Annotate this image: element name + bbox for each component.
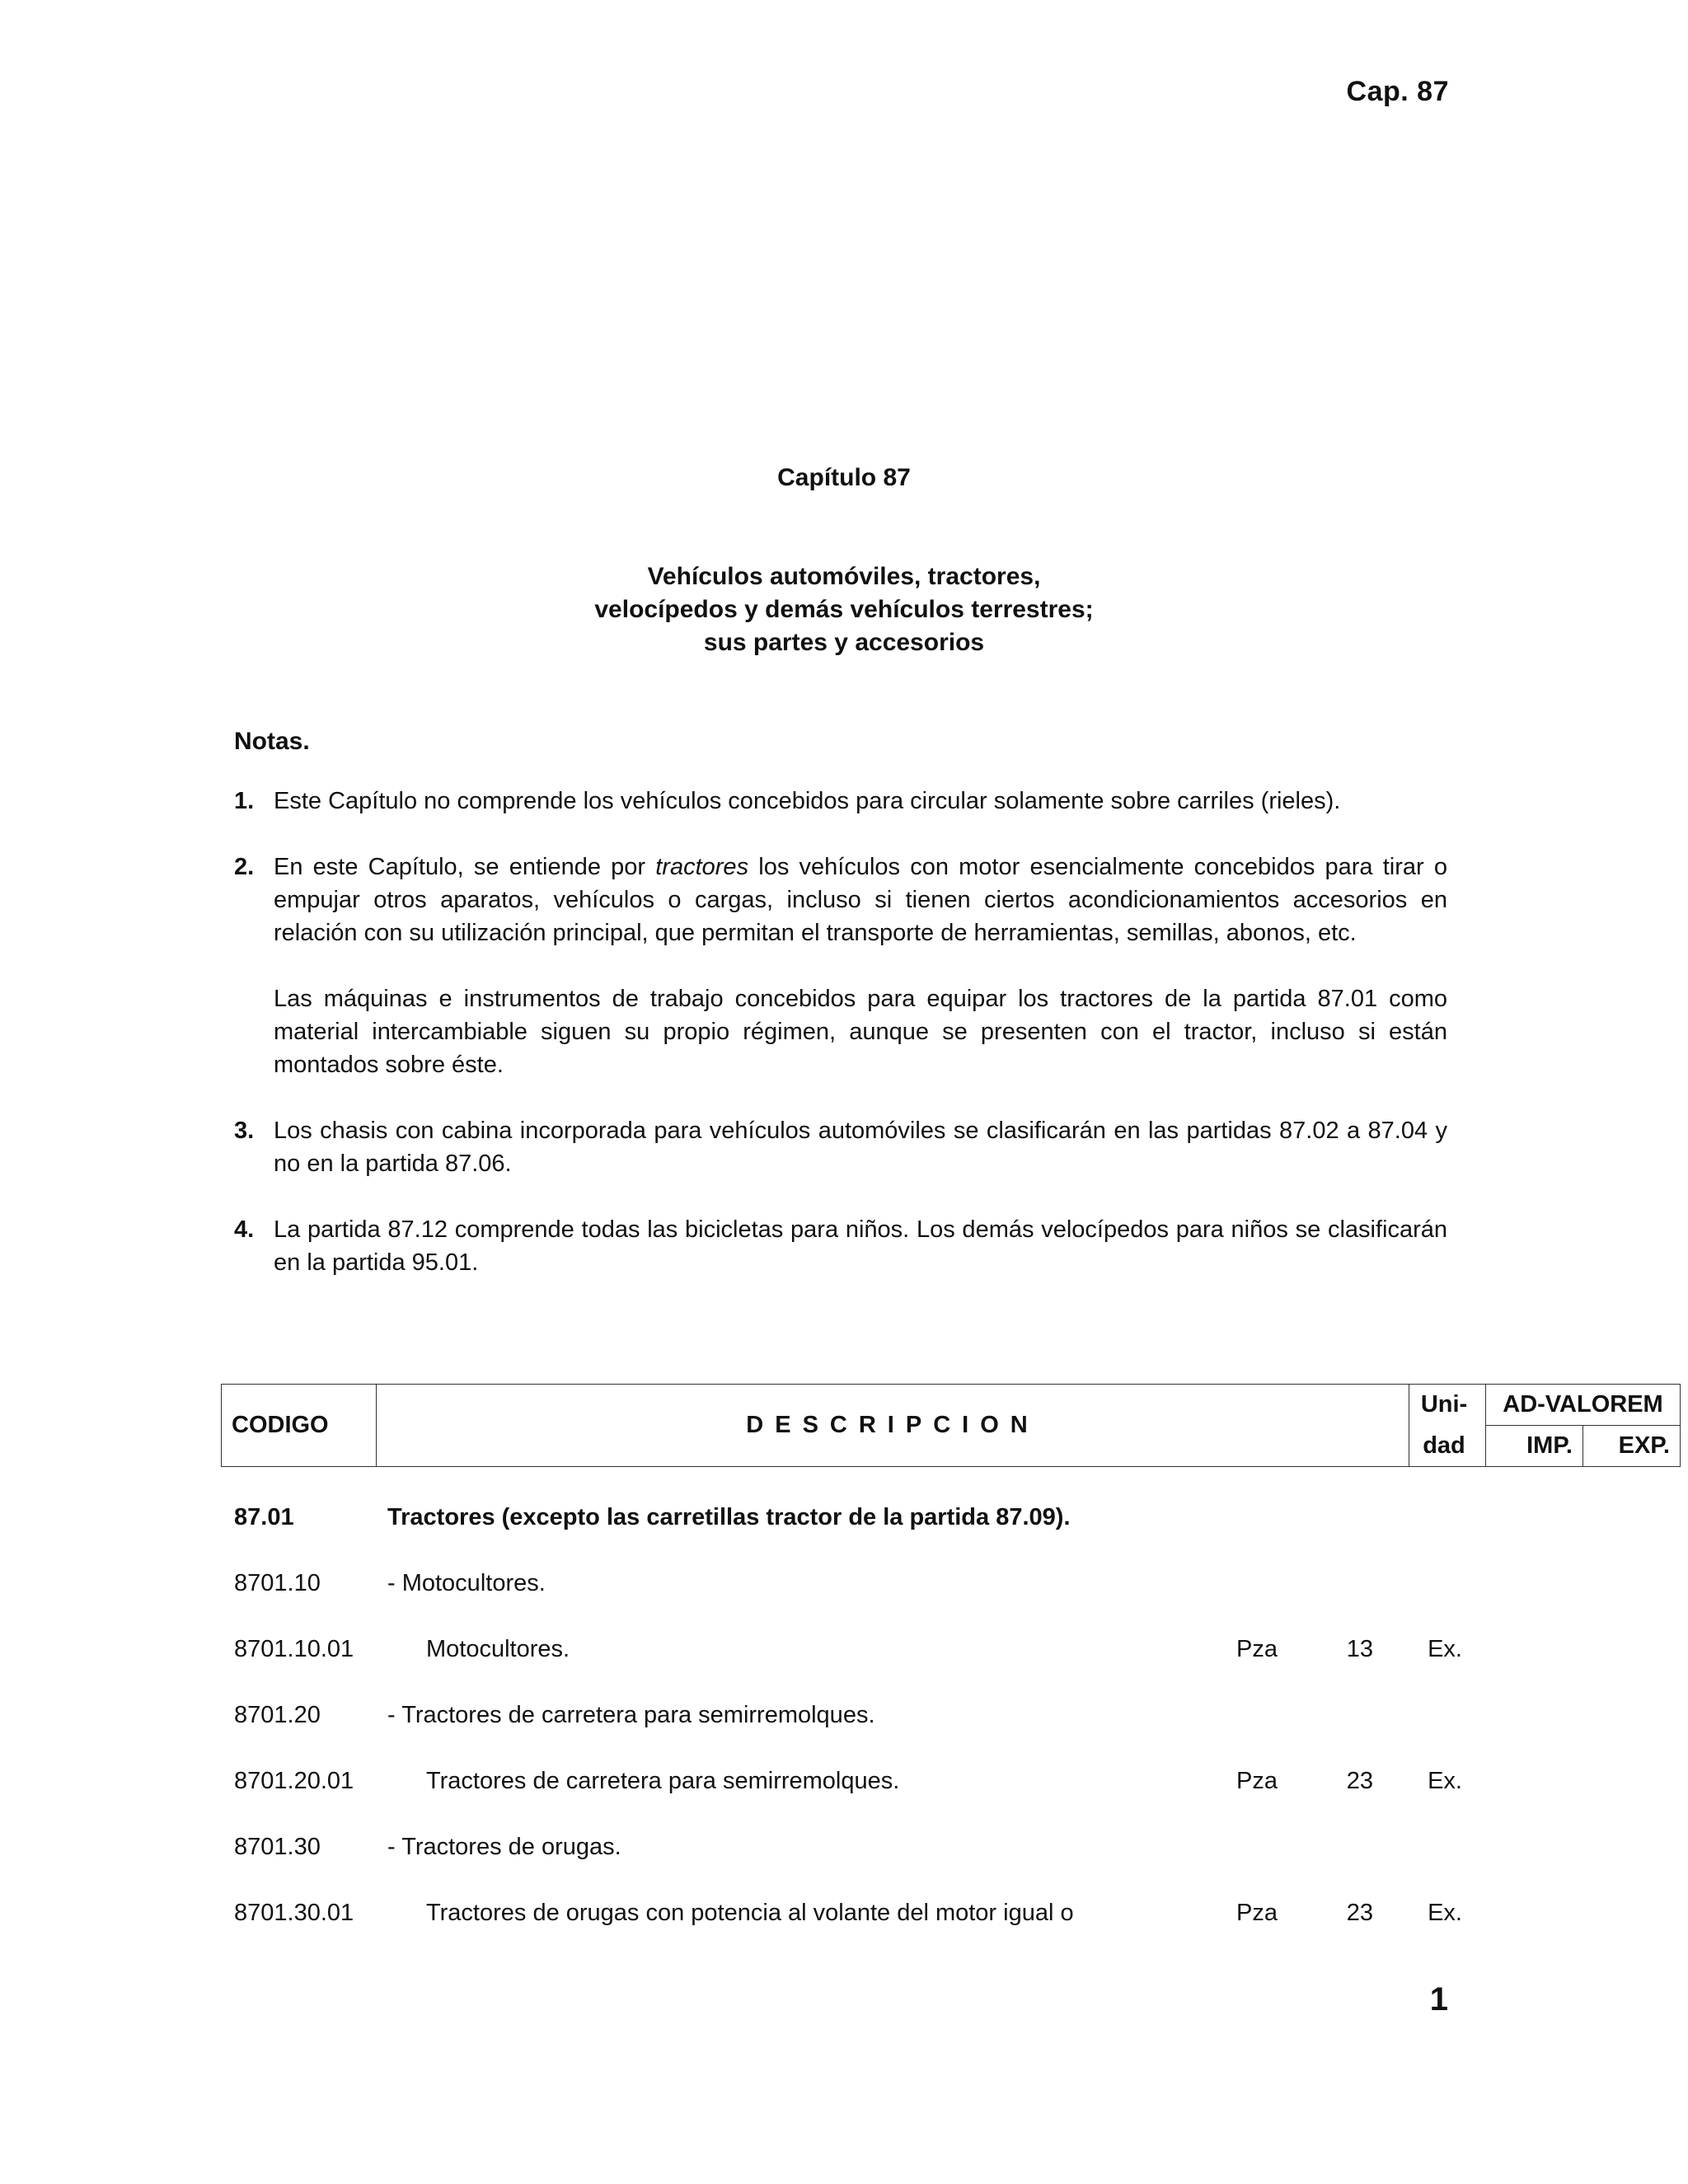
- page-number: 1: [1429, 1981, 1448, 2018]
- row-imp: 23: [1346, 1900, 1373, 1926]
- note-number: 4.: [234, 1216, 255, 1243]
- row-unit: Pza: [1236, 1900, 1278, 1926]
- row-code: 87.01: [234, 1504, 294, 1530]
- note-1: [234, 785, 1447, 818]
- note-text: [274, 851, 1447, 949]
- table-row: [234, 1900, 1462, 1933]
- table-row-subheading: [234, 1834, 1454, 1867]
- row-exp: Ex.: [1428, 1768, 1462, 1794]
- row-description: Motocultores.: [426, 1636, 570, 1662]
- note-text: La partida 87.12 comprende todas las bicicletas para niños. Los demás velocípedos para niños se clasificarán en la partida 95.01.: [274, 1216, 1447, 1276]
- header-codigo: CODIGO: [221, 1384, 377, 1467]
- row-code: 8701.20: [234, 1702, 321, 1728]
- row-imp: 13: [1346, 1636, 1373, 1662]
- row-description: - Tractores de carretera para semirremolques.: [387, 1702, 875, 1728]
- note-text: Los chasis con cabina incorporada para vehículos automóviles se clasificarán en las partidas 87.02 a 87.04 y no en la partida 87.06.: [274, 1118, 1447, 1177]
- row-code: 8701.30.01: [234, 1900, 354, 1926]
- notes-heading: Notas.: [234, 728, 310, 755]
- note-number: 2.: [234, 854, 255, 880]
- header-descripcion: DESCRIPCION: [376, 1384, 1409, 1467]
- note-text-part: los vehículos con motor esencialmente concebidos para tirar o empujar otros aparatos, vehículos o cargas, incluso si tienen ciertos acondicionamientos accesorios en relación con su utilización principal, que permitan el transporte de herramientas, semillas, abonos, etc.: [274, 854, 1447, 946]
- header-unidad-top: Uni-: [1420, 1391, 1468, 1418]
- note-emphasis: tractores: [655, 854, 749, 880]
- row-code: 8701.10.01: [234, 1636, 354, 1662]
- row-description: Tractores de carretera para semirremolques.: [426, 1768, 900, 1794]
- note-text: Este Capítulo no comprende los vehículos concebidos para circular solamente sobre carriles (rieles).: [274, 788, 1341, 814]
- note-2: [234, 851, 1447, 1081]
- chapter-reference: Cap. 87: [1346, 76, 1449, 107]
- note-text-part: En este Capítulo, se entiende por: [274, 854, 656, 880]
- note-number: 3.: [234, 1118, 255, 1144]
- note-number: 1.: [234, 788, 255, 814]
- row-exp: Ex.: [1428, 1900, 1462, 1926]
- table-row-heading: [234, 1504, 1454, 1537]
- tariff-table-header: [221, 1384, 1670, 1467]
- row-description: - Tractores de orugas.: [387, 1834, 621, 1860]
- header-exp: EXP.: [1582, 1425, 1681, 1467]
- subtitle-line: velocípedos y demás vehículos terrestres;: [594, 596, 1094, 623]
- row-description: Tractores de orugas con potencia al volante del motor igual o: [426, 1900, 1074, 1926]
- row-code: 8701.20.01: [234, 1768, 354, 1794]
- table-row: [234, 1636, 1462, 1669]
- row-imp: 23: [1346, 1768, 1373, 1794]
- table-row: [234, 1768, 1462, 1801]
- note-4: [234, 1213, 1447, 1279]
- note-3: [234, 1114, 1447, 1180]
- row-code: 8701.30: [234, 1834, 321, 1860]
- header-ad-valorem: AD-VALOREM: [1485, 1384, 1681, 1426]
- note-paragraph: Las máquinas e instrumentos de trabajo concebidos para equipar los tractores de la partida 87.01 como material intercambiable siguen su propio régimen, aunque se presenten con el tractor, incluso si están montados sobre éste.: [274, 986, 1447, 1078]
- row-description: - Motocultores.: [387, 1570, 546, 1596]
- row-unit: Pza: [1236, 1636, 1278, 1662]
- row-unit: Pza: [1236, 1768, 1278, 1794]
- table-row-subheading: [234, 1570, 1454, 1603]
- header-unidad: [1409, 1384, 1486, 1467]
- subtitle-line: sus partes y accesorios: [703, 629, 985, 656]
- header-unidad-bottom: dad: [1423, 1432, 1465, 1459]
- chapter-title: Capítulo 87: [777, 464, 911, 491]
- subtitle-line: Vehículos automóviles, tractores,: [647, 563, 1041, 590]
- chapter-subtitle: [0, 560, 1688, 659]
- row-code: 8701.10: [234, 1570, 321, 1596]
- header-imp: IMP.: [1485, 1425, 1583, 1467]
- row-exp: Ex.: [1428, 1636, 1462, 1662]
- row-description: Tractores (excepto las carretillas tractor de la partida 87.09).: [387, 1504, 1071, 1530]
- table-row-subheading: [234, 1702, 1454, 1735]
